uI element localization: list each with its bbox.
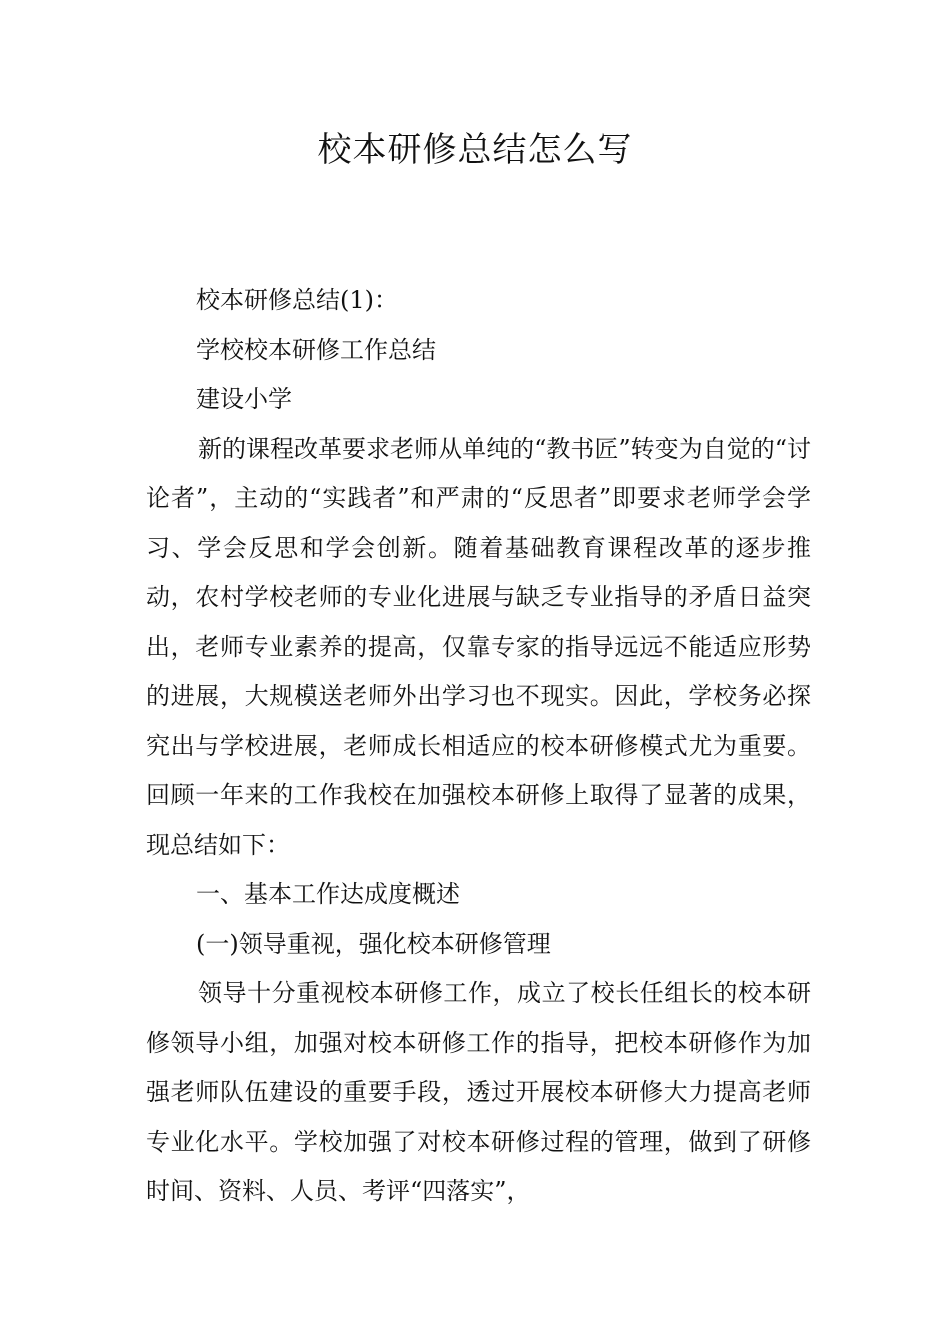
heading-1-1: (一)领导重视，强化校本研修管理 <box>196 929 551 958</box>
document-title: 校本研修总结怎么写 <box>317 130 633 170</box>
heading-1: 一、基本工作达成度概述 <box>196 880 460 908</box>
management-paragraph: 领导十分重视校本研修工作，成立了校长任组长的校本研修领导小组，加强对校本研修工作的指导，把校本研修作为加强老师队伍建设的重要手段，透过开展校本研修大力提高老师专业化水平。学校加强了对校本研修过程的管理，做到了研修时间、资料、人员、考评“四落实”， <box>146 979 811 1205</box>
report-title: 学校校本研修工作总结 <box>196 335 436 364</box>
section-label: 校本研修总结(1)： <box>196 286 398 314</box>
school-name: 建设小学 <box>196 385 292 413</box>
document-body <box>146 276 811 1217</box>
intro-paragraph: 新的课程改革要求老师从单纯的“教书匠”转变为自觉的“讨论者”，主动的“实践者”和严肃的“反思者”即要求老师学会学习、学会反思和学会创新。随着基础教育课程改革的逐步推动，农村学校老师的专业化进展与缺乏专业指导的矛盾日益突出，老师专业素养的提高，仅靠专家的指导远远不能适应形势的进展，大规模送老师外出学习也不现实。因此，学校务必探究出与学校进展，老师成长相适应的校本研修模式尤为重要。回顾一年来的工作我校在加强校本研修上取得了显著的成果，现总结如下： <box>146 434 811 859</box>
